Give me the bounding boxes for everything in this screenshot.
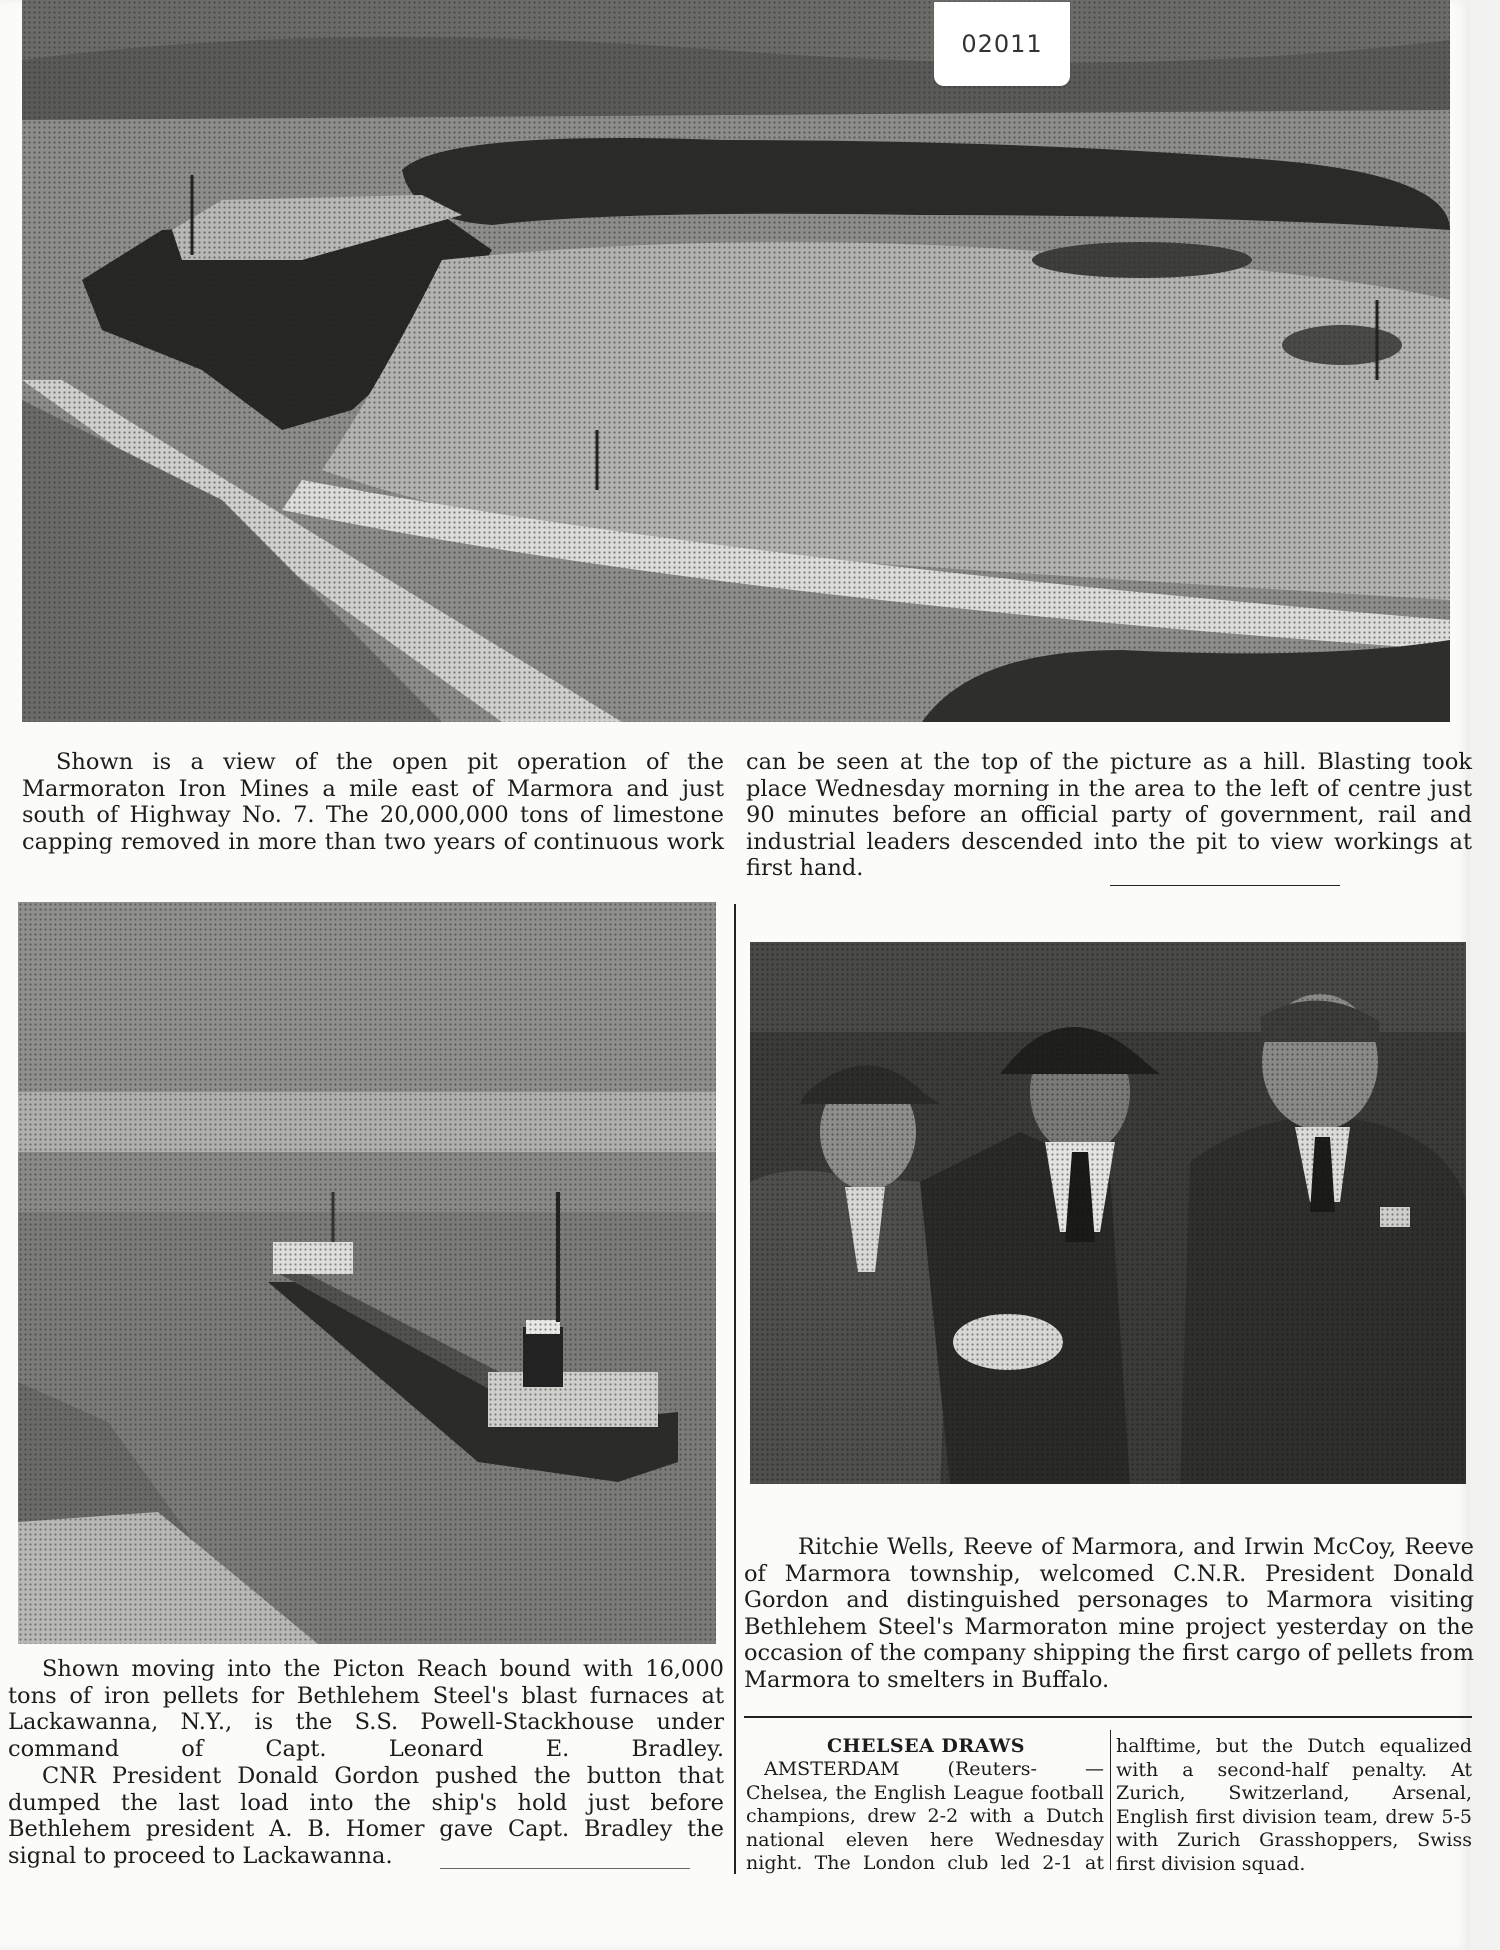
news-headline: CHELSEA DRAWS <box>826 1735 1026 1757</box>
officials-handshake-photo <box>750 942 1466 1484</box>
news-body-col1: AMSTERDAM (Reuters- — Chelsea, the English League football champions, drew 2-2 with a Dutch national eleven here Wednesday night. The London club led 2-1 at <box>746 1758 1104 1874</box>
column-divider <box>734 904 736 1874</box>
bottom-dotted-rule <box>440 1868 690 1869</box>
three-men-illustration <box>750 942 1466 1484</box>
ship-photo <box>18 902 716 1644</box>
news-column-divider <box>1110 1730 1111 1870</box>
news-body-col2: halftime, but the Dutch equalized with a second-half penalty. At Zurich, Switzerland, Arsenal, English first division team, drew 5-5 with Zurich Grasshoppers, Swiss first division squad. <box>1116 1735 1472 1875</box>
archive-number-tag: 02011 <box>934 2 1070 86</box>
ship-photo-caption-p2: CNR President Donald Gordon pushed the button that dumped the last load into the ship's hold just before Bethlehem president A. B. Homer gave Capt. Bradley the signal to proceed to Lackawanna. <box>8 1763 724 1869</box>
pit-photo-caption-col2: can be seen at the top of the picture as a hill. Blasting took place Wednesday morning in the area to the left of centre just 90 minutes before an official party of government, rail and industrial leaders descended into the pit to view workings at first hand. <box>746 749 1472 881</box>
ship-in-channel-illustration <box>18 902 716 1644</box>
ship-photo-caption-p1: Shown moving into the Picton Reach bound with 16,000 tons of iron pellets for Bethlehem Steel's blast furnaces at Lackawanna, N.Y., is the S.S. Powell-Stackhouse under command of Capt. Leonard E. Bradley. <box>8 1656 724 1762</box>
dotted-divider <box>1110 885 1340 886</box>
pit-photo-caption-col1: Shown is a view of the open pit operation of the Marmoraton Iron Mines a mile east of Marmora and just south of Highway No. 7. The 20,000,000 tons of limestone capping removed in more than two years of continuous work <box>22 749 724 855</box>
open-pit-mine-photo <box>22 0 1450 722</box>
open-pit-mine-illustration <box>22 0 1450 722</box>
officials-photo-caption: Ritchie Wells, Reeve of Marmora, and Irwin McCoy, Reeve of Marmora township, welcomed C.N.R. President Donald Gordon and distinguished personages to Marmora visiting Bethlehem Steel's Marmoraton mine project yesterday on the occasion of the company shipping the first cargo of pellets from Marmora to smelters in Buffalo. <box>744 1534 1474 1693</box>
news-section-rule <box>744 1716 1472 1718</box>
